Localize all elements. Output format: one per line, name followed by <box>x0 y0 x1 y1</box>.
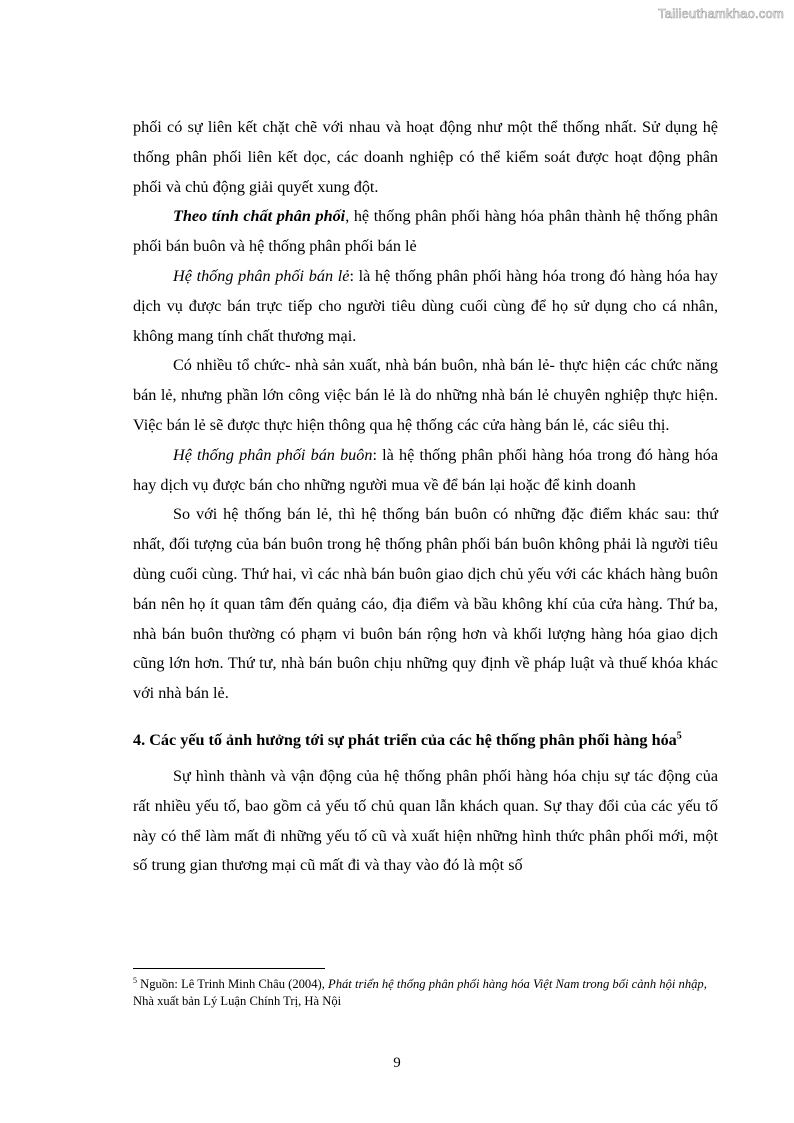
paragraph-6: So với hệ thống bán lẻ, thì hệ thống bán buôn có những đặc điểm khác sau: thứ nhất, đối tượng của bán buôn trong hệ thống phân phối bán buôn không phải là người tiêu dùng cuối cùng. Thứ hai, vì các nhà bán buôn giao dịch chủ yếu với các khách hàng buôn bán nên họ ít quan tâm đến quảng cáo, địa điểm và bầu không khí của cửa hàng. Thứ ba, nhà bán buôn thường có phạm vi buôn bán rộng hơn và khối lượng hàng hóa giao dịch cũng lớn hơn. Thứ tư, nhà bán buôn chịu những quy định về pháp luật và thuế khóa khác với nhà bán lẻ. <box>133 505 718 703</box>
paragraph-4: Có nhiều tổ chức- nhà sản xuất, nhà bán buôn, nhà bán lẻ- thực hiện các chức năng bán lẻ, nhưng phần lớn công việc bán lẻ là do những nhà bán lẻ chuyên nghiệp thực hiện. Việc bán lẻ sẽ được thực hiện thông qua hệ thống các cửa hàng bán lẻ, các siêu thị. <box>133 356 718 434</box>
paragraph-2-lead: Theo tính chất phân phối <box>173 207 346 226</box>
footnote-reference: 5 <box>676 730 682 742</box>
main-content <box>133 113 718 881</box>
watermark: Tailieuthamkhao.com <box>658 6 784 21</box>
paragraph-7: Sự hình thành và vận động của hệ thống phân phối hàng hóa chịu sự tác động của rất nhiều yếu tố, bao gồm cả yếu tố chủ quan lẫn khách quan. Sự thay đổi của các yếu tố này có thể làm mất đi những yếu tố cũ và xuất hiện những hình thức phân phối mới, một số trung gian thương mại cũ mất đi và thay vào đó là một số <box>133 766 718 875</box>
section-heading-text: 4. Các yếu tố ảnh hưởng tới sự phát triển của các hệ thống phân phối hàng hóa <box>133 730 677 749</box>
paragraph-5 <box>133 441 718 501</box>
page-number: 9 <box>393 1055 401 1071</box>
paragraph-1: phối có sự liên kết chặt chẽ với nhau và hoạt động như một thể thống nhất. Sử dụng hệ thống phân phối liên kết dọc, các doanh nghiệp có thể kiểm soát được hoạt động phân phối và chủ động giải quyết xung đột. <box>133 118 718 196</box>
footnote-divider <box>133 968 325 969</box>
paragraph-3-text: : là hệ thống phân phối hàng hóa trong đó hàng hóa hay dịch vụ được bán trực tiếp cho người tiêu dùng cuối cùng để họ sử dụng cho cá nhân, không mang tính chất thương mại. <box>133 266 718 345</box>
paragraph-3 <box>133 262 718 351</box>
footnote-suffix: , Nhà xuất bản Lý Luận Chính Trị, Hà Nội <box>133 977 707 1008</box>
paragraph-2 <box>133 202 718 262</box>
paragraph-5-lead: Hệ thống phân phối bán buôn <box>173 445 373 464</box>
paragraph-5-text: : là hệ thống phân phối hàng hóa trong đó hàng hóa hay dịch vụ được bán cho những người mua về để bán lại hoặc để kinh doanh <box>133 445 719 494</box>
footnote <box>133 976 718 1010</box>
footnote-prefix: Nguồn: Lê Trinh Minh Châu (2004), <box>137 977 329 991</box>
paragraph-3-lead: Hệ thống phân phối bán lẻ <box>173 266 350 285</box>
footnote-title: Phát triển hệ thống phân phối hàng hóa Việt Nam trong bối cảnh hội nhập <box>328 977 704 991</box>
footnote-number: 5 <box>133 975 137 985</box>
paragraph-2-text: , hệ thống phân phối hàng hóa phân thành hệ thống phân phối bán buôn và hệ thống phân phối bán lẻ <box>133 207 718 256</box>
section-heading <box>133 726 718 755</box>
